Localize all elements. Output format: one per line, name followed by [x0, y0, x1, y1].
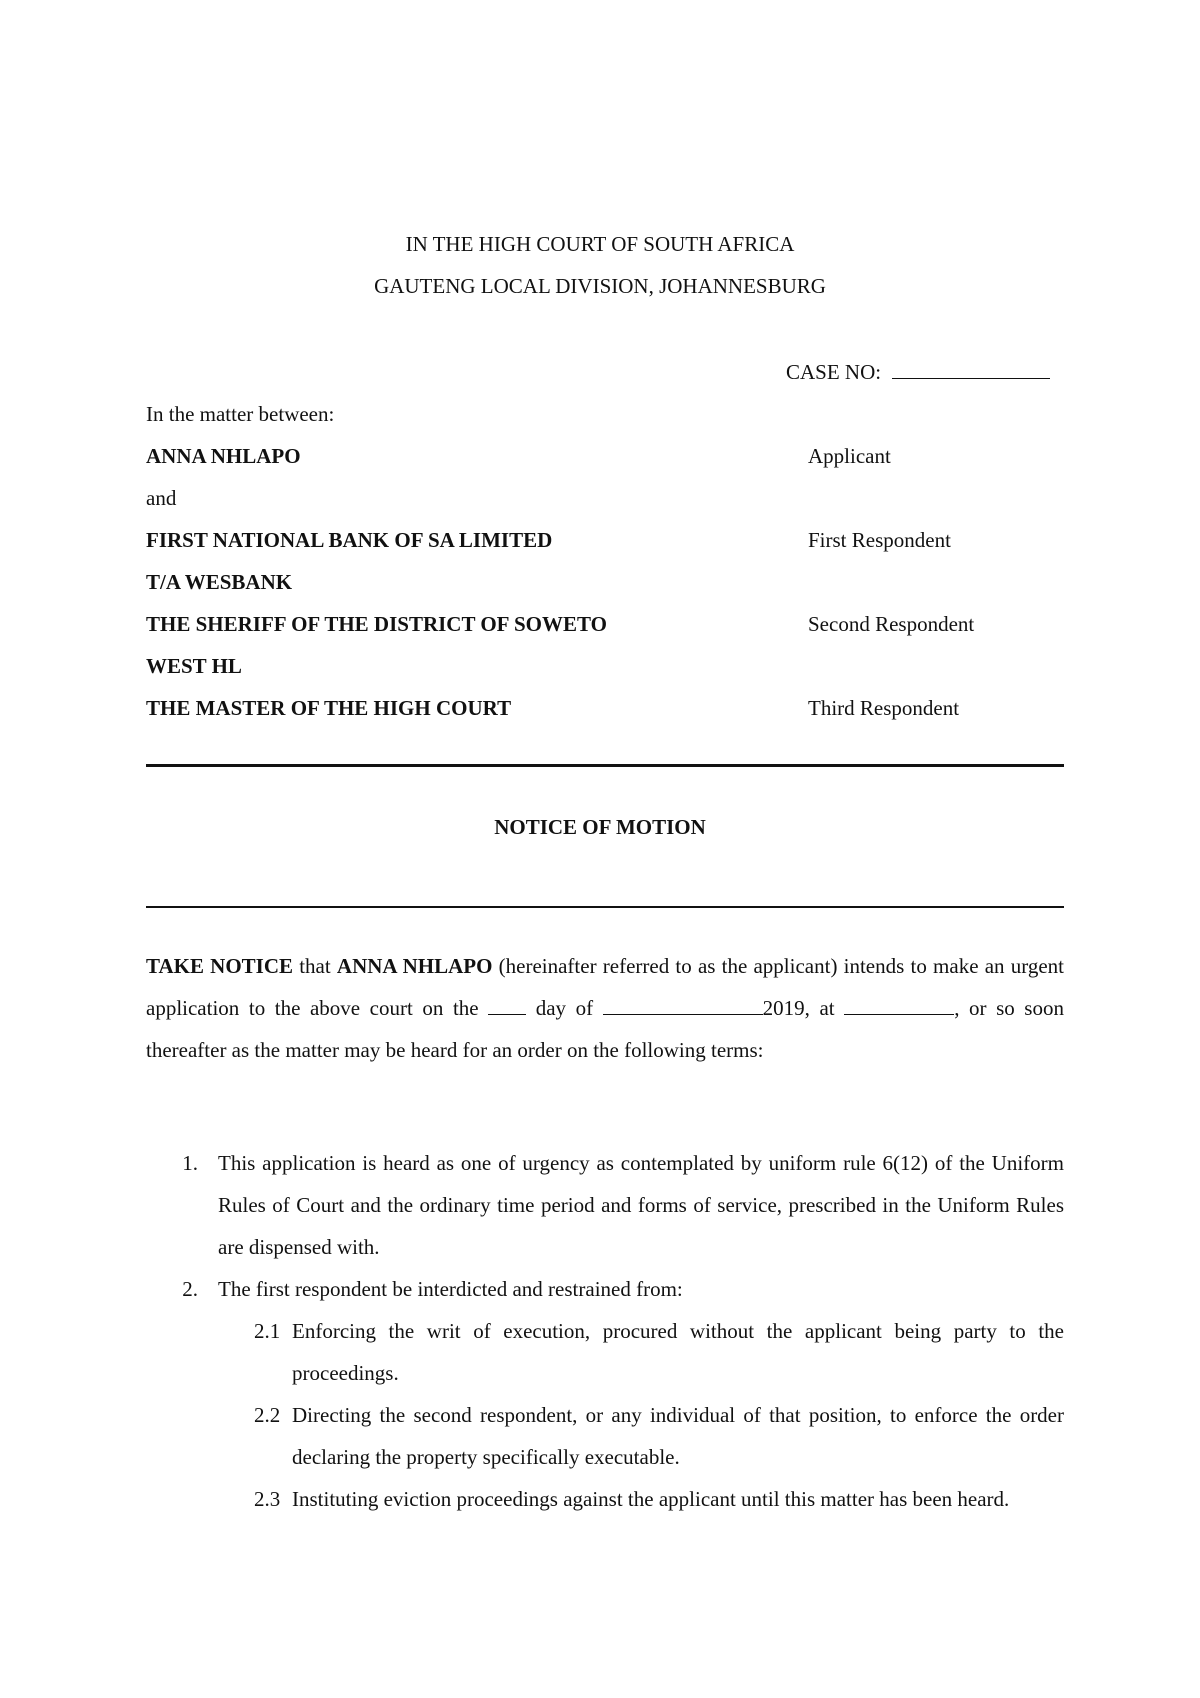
month-blank: [603, 997, 763, 1015]
third-respondent-role: Third Respondent: [808, 696, 960, 720]
second-respondent-role: Second Respondent: [808, 612, 975, 636]
day-blank: [488, 997, 526, 1015]
order-text: This application is heard as one of urgency as contemplated by uniform rule 6(12) of the Uniform Rules of Court and the ordinary time period and forms of service, prescribed in the Uniform Rules are dispensed with.: [218, 1151, 1064, 1259]
court-name: IN THE HIGH COURT OF SOUTH AFRICA: [405, 232, 795, 256]
case-number: [786, 361, 1050, 383]
list-item: [254, 1394, 1064, 1478]
time-blank: [844, 997, 954, 1015]
list-item: [254, 1478, 1064, 1520]
notice-paragraph: TAKE NOTICE that ANNA NHLAPO (hereinafter referred to as the applicant) intends to make an urgent application to the above court on the day of 2019, at , or so soon thereafter as the matter may be heard for an order on the following terms:: [146, 954, 1064, 1062]
sub-order-number: 2.2: [254, 1403, 281, 1427]
divider-thick: [146, 764, 1064, 767]
first-respondent-trading-as: T/A WESBANK: [146, 570, 293, 594]
matter-between-label: In the matter between:: [146, 402, 335, 426]
sub-order-text: Instituting eviction proceedings against the applicant until this matter has been heard.: [292, 1487, 1010, 1511]
second-respondent-name: THE SHERIFF OF THE DISTRICT OF SOWETO: [146, 612, 607, 636]
sub-order-number: 2.1: [254, 1319, 281, 1343]
take-notice-label: TAKE NOTICE: [146, 954, 294, 978]
third-respondent-name: THE MASTER OF THE HIGH COURT: [146, 696, 512, 720]
sub-order-text: Enforcing the writ of execution, procured without the applicant being party to the proceedings.: [292, 1319, 1064, 1385]
first-respondent-role: First Respondent: [808, 528, 951, 552]
list-item: [254, 1310, 1064, 1394]
court-division: GAUTENG LOCAL DIVISION, JOHANNESBURG: [374, 274, 826, 298]
case-number-label: CASE NO:: [786, 360, 882, 384]
and-label: and: [146, 486, 177, 510]
order-text: The first respondent be interdicted and restrained from:: [218, 1277, 683, 1301]
second-respondent-name-cont: WEST HL: [146, 654, 242, 678]
document-title: NOTICE OF MOTION: [494, 815, 706, 839]
sub-order-number: 2.3: [254, 1487, 281, 1511]
list-item: [146, 1268, 1064, 1310]
divider-thin: [146, 906, 1064, 908]
first-respondent-name: FIRST NATIONAL BANK OF SA LIMITED: [146, 528, 553, 552]
order-number: 1.: [182, 1151, 198, 1175]
case-number-blank: [892, 361, 1050, 379]
notice-applicant-name: ANNA NHLAPO: [336, 954, 493, 978]
list-item: [146, 1142, 1064, 1268]
applicant-role: Applicant: [808, 444, 891, 468]
order-number: 2.: [182, 1277, 198, 1301]
applicant-name: ANNA NHLAPO: [146, 444, 301, 468]
sub-order-text: Directing the second respondent, or any individual of that position, to enforce the order declaring the property specifically executable.: [292, 1403, 1064, 1469]
